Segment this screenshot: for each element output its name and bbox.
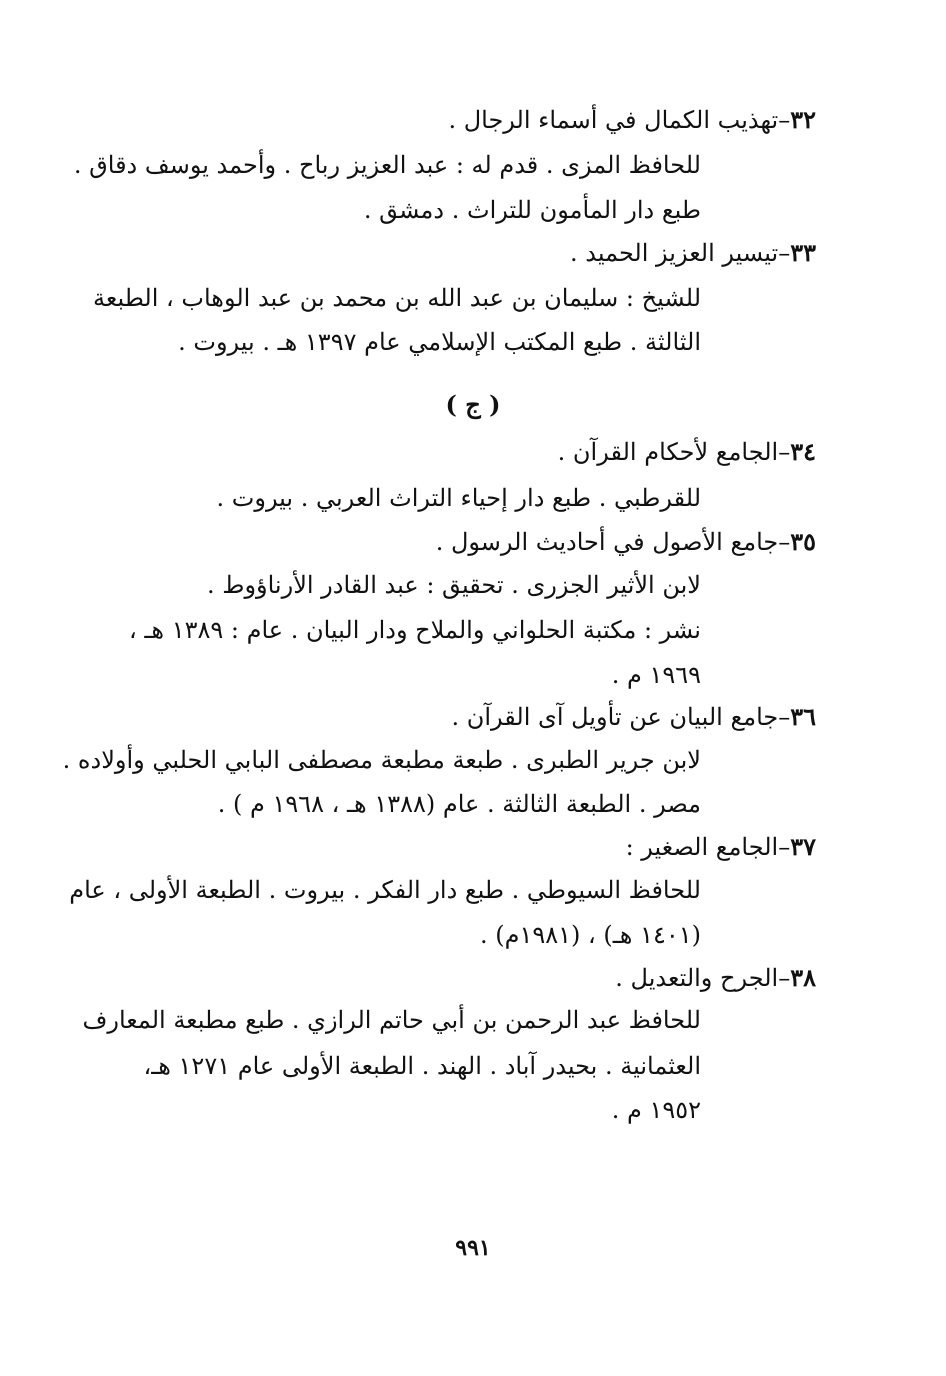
entry-title: الجامع لأحكام القرآن .	[557, 438, 779, 466]
entry-detail-line: للحافظ المزى . قدم له : عبد العزيز رباح . وأحمد يوسف دقاق .	[73, 151, 701, 179]
entry-number: ٣٣	[790, 238, 816, 267]
entry-title: الجامع الصغير :	[625, 833, 779, 861]
entry-heading	[615, 958, 816, 998]
entry-number: ٣٥	[790, 527, 816, 556]
entry-detail-line: للشيخ : سليمان بن عبد الله بن محمد بن عبد الوهاب ، الطبعة	[93, 284, 701, 312]
entry-dash: –	[778, 703, 791, 731]
entry-dash: –	[778, 528, 791, 556]
entry-detail-line: للقرطبي . طبع دار إحياء التراث العربي . بيروت .	[216, 484, 701, 512]
entry-detail-line: العثمانية . بحيدر آباد . الهند . الطبعة الأولى عام ١٢٧١ هـ،	[143, 1052, 701, 1080]
entry-dash: –	[778, 964, 791, 992]
entry-title: جامع الأصول في أحاديث الرسول .	[435, 528, 779, 556]
entry-dash: –	[778, 833, 791, 861]
entry-title: تيسير العزيز الحميد .	[569, 239, 779, 267]
entry-detail-line: للحافظ السيوطي . طبع دار الفكر . بيروت . الطبعة الأولى ، عام	[69, 876, 701, 904]
entry-dash: –	[778, 106, 791, 134]
entry-title: جامع البيان عن تأويل آى القرآن .	[451, 703, 779, 731]
entry-number: ٣٧	[790, 832, 816, 861]
page-number: ٩٩١	[455, 1235, 491, 1261]
entry-detail-line: ١٩٦٩ م .	[611, 661, 701, 689]
entry-detail-line: (١٤٠١ هـ) ، (١٩٨١م) .	[479, 921, 701, 949]
entry-heading	[570, 233, 816, 273]
entry-number: ٣٦	[790, 702, 816, 731]
section-heading: ( ج )	[445, 390, 501, 419]
entry-dash: –	[778, 239, 791, 267]
entry-number: ٣٨	[790, 963, 816, 992]
entry-detail-line: نشر : مكتبة الحلواني والملاح ودار البيان . عام : ١٣٨٩ هـ ،	[128, 616, 701, 644]
entry-detail-line: لابن الأثير الجزرى . تحقيق : عبد القادر الأرناؤوط .	[206, 571, 701, 599]
entry-dash: –	[778, 438, 791, 466]
entry-heading	[436, 522, 816, 562]
entry-detail-line: طبع دار المأمون للتراث . دمشق .	[363, 196, 701, 224]
entry-detail-line: الثالثة . طبع المكتب الإسلامي عام ١٣٩٧ هـ . بيروت .	[178, 328, 701, 356]
entry-title: الجرح والتعديل .	[615, 964, 779, 992]
entry-detail-line: ١٩٥٢ م .	[611, 1096, 701, 1124]
entry-heading	[626, 827, 816, 867]
entry-heading	[448, 100, 816, 140]
entry-number: ٣٢	[790, 105, 816, 134]
entry-title: تهذيب الكمال في أسماء الرجال .	[448, 106, 779, 134]
entry-detail-line: مصر . الطبعة الثالثة . عام (١٣٨٨ هـ ، ١٩٦٨ م ) .	[217, 790, 701, 818]
entry-detail-line: لابن جرير الطبرى . طبعة مطبعة مصطفى البابي الحلبي وأولاده .	[62, 746, 701, 774]
entry-number: ٣٤	[790, 437, 816, 466]
entry-heading	[452, 697, 817, 737]
entry-detail-line: للحافظ عبد الرحمن بن أبي حاتم الرازي . طبع مطبعة المعارف	[82, 1006, 701, 1034]
entry-heading	[558, 432, 816, 472]
